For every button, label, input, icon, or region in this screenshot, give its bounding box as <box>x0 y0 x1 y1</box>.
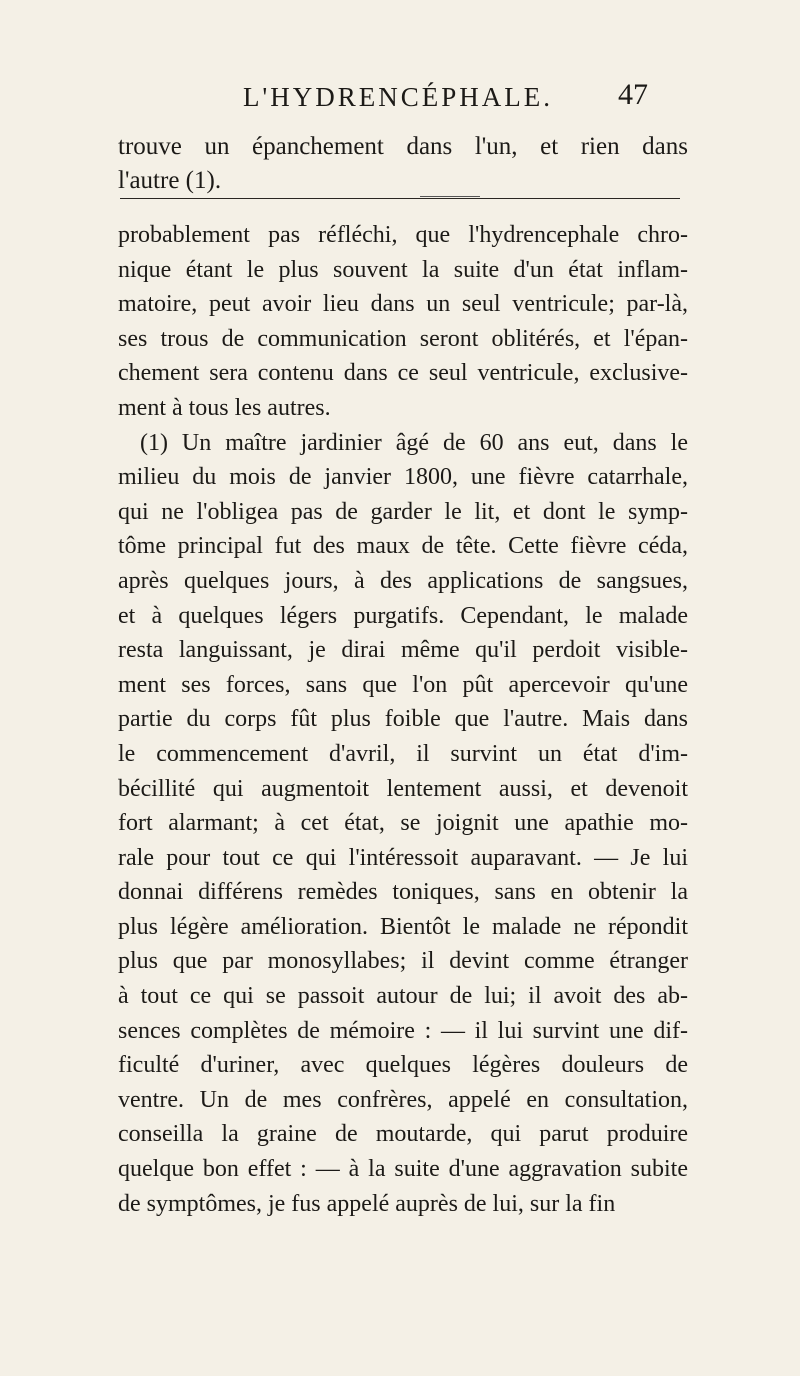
footnote-line: de symptômes, je fus appelé auprès de lui, sur la fin <box>118 1190 616 1217</box>
footnote-line: (1) Un maître jardinier âgé de 60 ans eut, dans le <box>140 429 688 456</box>
footnote-line: ficulté d'uriner, avec quelques légères douleurs de <box>118 1052 688 1079</box>
footnote-line: chement sera contenu dans ce seul ventricule, exclusive- <box>118 360 688 387</box>
footnote-line: probablement pas réfléchi, que l'hydrencephale chro- <box>118 222 688 248</box>
footnote-line: sences complètes de mémoire : — il lui survint une dif- <box>118 1017 688 1044</box>
footnote-line: resta languissant, je dirai même qu'il perdoit visible- <box>118 637 688 664</box>
footnote-line: ment à tous les autres. <box>118 394 331 421</box>
footnote-line: ses trous de communication seront oblitérés, et l'épan- <box>118 325 688 352</box>
footnote-text <box>118 218 688 1221</box>
footnote-line: qui ne l'obligea pas de garder le lit, et dont le symp- <box>118 498 688 525</box>
separator-rule <box>120 198 680 199</box>
footnote-line: et à quelques légers purgatifs. Cependant, le malade <box>118 602 688 629</box>
footnote-line: tôme principal fut des maux de tête. Cette fièvre céda, <box>118 533 688 560</box>
footnote-line: nique étant le plus souvent la suite d'un état inflam- <box>118 256 688 283</box>
footnote-line: plus que par monosyllabes; il devint comme étranger <box>118 948 688 975</box>
footnote-line: conseilla la graine de moutarde, qui parut produire <box>118 1121 688 1148</box>
footnote-line: rale pour tout ce qui l'intéressoit auparavant. — Je lui <box>118 844 688 871</box>
footnote-line: quelque bon effet : — à la suite d'une aggravation subite <box>118 1156 688 1183</box>
page-number: 47 <box>618 78 648 111</box>
main-text <box>118 130 688 198</box>
footnote-line: le commencement d'avril, il survint un état d'im- <box>118 740 688 767</box>
footnote-line: donnai différens remèdes toniques, sans en obtenir la <box>118 879 688 906</box>
footnote-line: ment ses forces, sans que l'on pût apercevoir qu'une <box>118 671 688 698</box>
text-line: l'autre (1). <box>118 167 222 194</box>
footnote-line: après quelques jours, à des applications de sangsues, <box>118 567 688 594</box>
text-line: trouve un épanchement dans l'un, et rien dans <box>118 133 688 160</box>
footnote-line: ventre. Un de mes confrères, appelé en consultation, <box>118 1086 688 1113</box>
running-head <box>0 78 800 122</box>
footnote-line: matoire, peut avoir lieu dans un seul ventricule; par-là, <box>118 291 688 318</box>
footnote-line: partie du corps fût plus foible que l'autre. Mais dans <box>118 706 688 733</box>
footnote-line: plus légère amélioration. Bientôt le malade ne répondit <box>118 913 688 940</box>
running-title: L'HYDRENCÉPHALE. <box>242 82 554 112</box>
footnote-line: à tout ce qui se passoit autour de lui; il avoit des ab- <box>118 983 688 1010</box>
footnote-line: milieu du mois de janvier 1800, une fièvre catarrhale, <box>118 464 688 491</box>
footnote-line: fort alarmant; à cet état, se joignit une apathie mo- <box>118 810 688 837</box>
footnote-line: bécillité qui augmentoit lentement aussi, et devenoit <box>118 775 688 802</box>
